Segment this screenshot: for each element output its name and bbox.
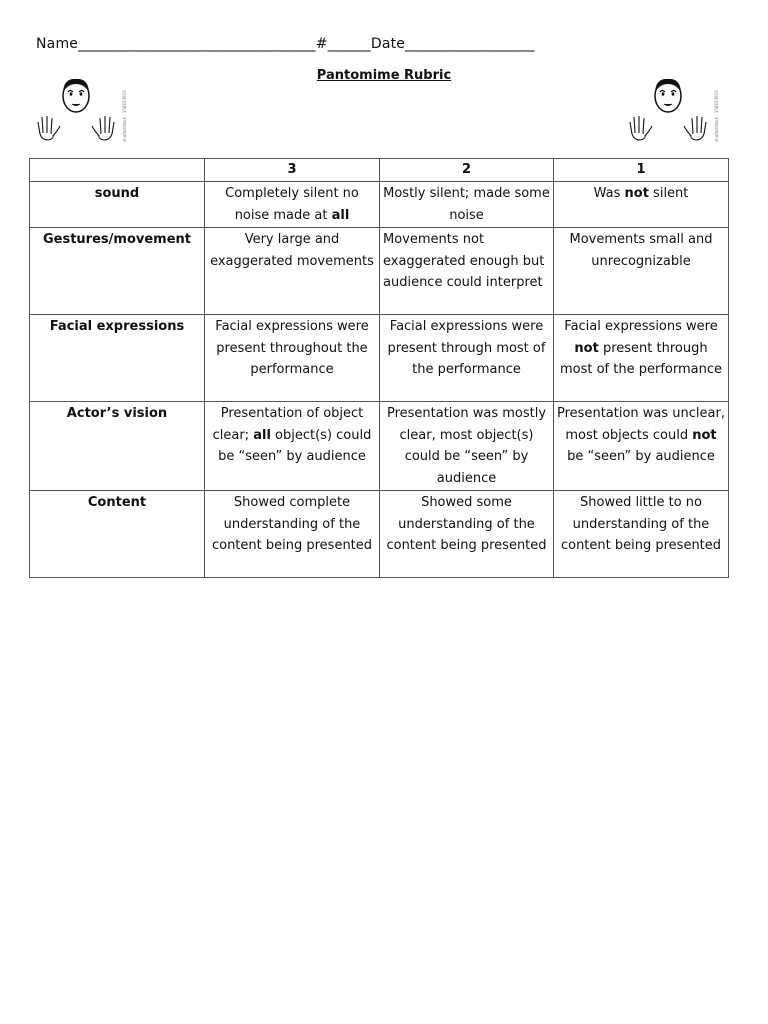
score-2-cell: Movements not exaggerated enough but audience could interpret [380, 228, 554, 315]
right-hand-icon [92, 116, 114, 140]
score-1-cell: Presentation was unclear, most objects could not be “seen” by audience [554, 402, 729, 491]
number-blank[interactable]: ______ [327, 36, 371, 52]
number-label: # [315, 36, 328, 52]
criterion-cell: Facial expressions [30, 315, 205, 402]
mime-clipart-right [622, 72, 722, 142]
score-3-cell: Completely silent no noise made at all [205, 182, 380, 228]
rubric-table [29, 158, 729, 578]
score-3-cell: Very large and exaggerated movements [205, 228, 380, 315]
score-2-cell: Presentation was mostly clear, most object(s) could be “seen” by audience [380, 402, 554, 491]
right-hand-icon [684, 116, 706, 140]
score-2-cell: Showed some understanding of the content being presented [380, 491, 554, 578]
name-blank[interactable]: _________________________________ [78, 36, 316, 52]
score-2-cell: Mostly silent; made some noise [380, 182, 554, 228]
header-cell-score-3: 3 [205, 159, 380, 182]
header-cell-criterion [30, 159, 205, 182]
mime-face-icon [30, 72, 122, 142]
table-header-row [30, 159, 729, 182]
score-1-cell: Facial expressions were not present through most of the performance [554, 315, 729, 402]
criterion-cell: sound [30, 182, 205, 228]
name-label: Name [36, 36, 79, 52]
date-blank[interactable]: __________________ [405, 36, 535, 52]
score-1-cell: Was not silent [554, 182, 729, 228]
table-row [30, 228, 729, 315]
table-row [30, 182, 729, 228]
criterion-cell: Content [30, 491, 205, 578]
left-hand-icon [630, 116, 652, 140]
header-cell-score-2: 2 [380, 159, 554, 182]
score-2-cell: Facial expressions were present through most of the performance [380, 315, 554, 402]
score-1-cell: Movements small and unrecognizable [554, 228, 729, 315]
criterion-cell: Actor’s vision [30, 402, 205, 491]
image-credit: shutterstock · 156653915 [122, 90, 127, 142]
score-3-cell: Showed complete understanding of the content being presented [205, 491, 380, 578]
score-3-cell: Presentation of object clear; all object(s) could be “seen” by audience [205, 402, 380, 491]
mime-clipart-left [30, 72, 130, 142]
criterion-cell: Gestures/movement [30, 228, 205, 315]
table-row [30, 491, 729, 578]
page-title: Pantomime Rubric [316, 68, 452, 83]
student-info-line [36, 36, 535, 52]
date-label: Date [370, 36, 406, 52]
left-hand-icon [38, 116, 60, 140]
score-1-cell: Showed little to no understanding of the content being presented [554, 491, 729, 578]
image-credit: shutterstock · 156653915 [714, 90, 719, 142]
header-cell-score-1: 1 [554, 159, 729, 182]
score-3-cell: Facial expressions were present throughout the performance [205, 315, 380, 402]
table-row [30, 402, 729, 491]
table-row [30, 315, 729, 402]
mime-face-icon [622, 72, 714, 142]
